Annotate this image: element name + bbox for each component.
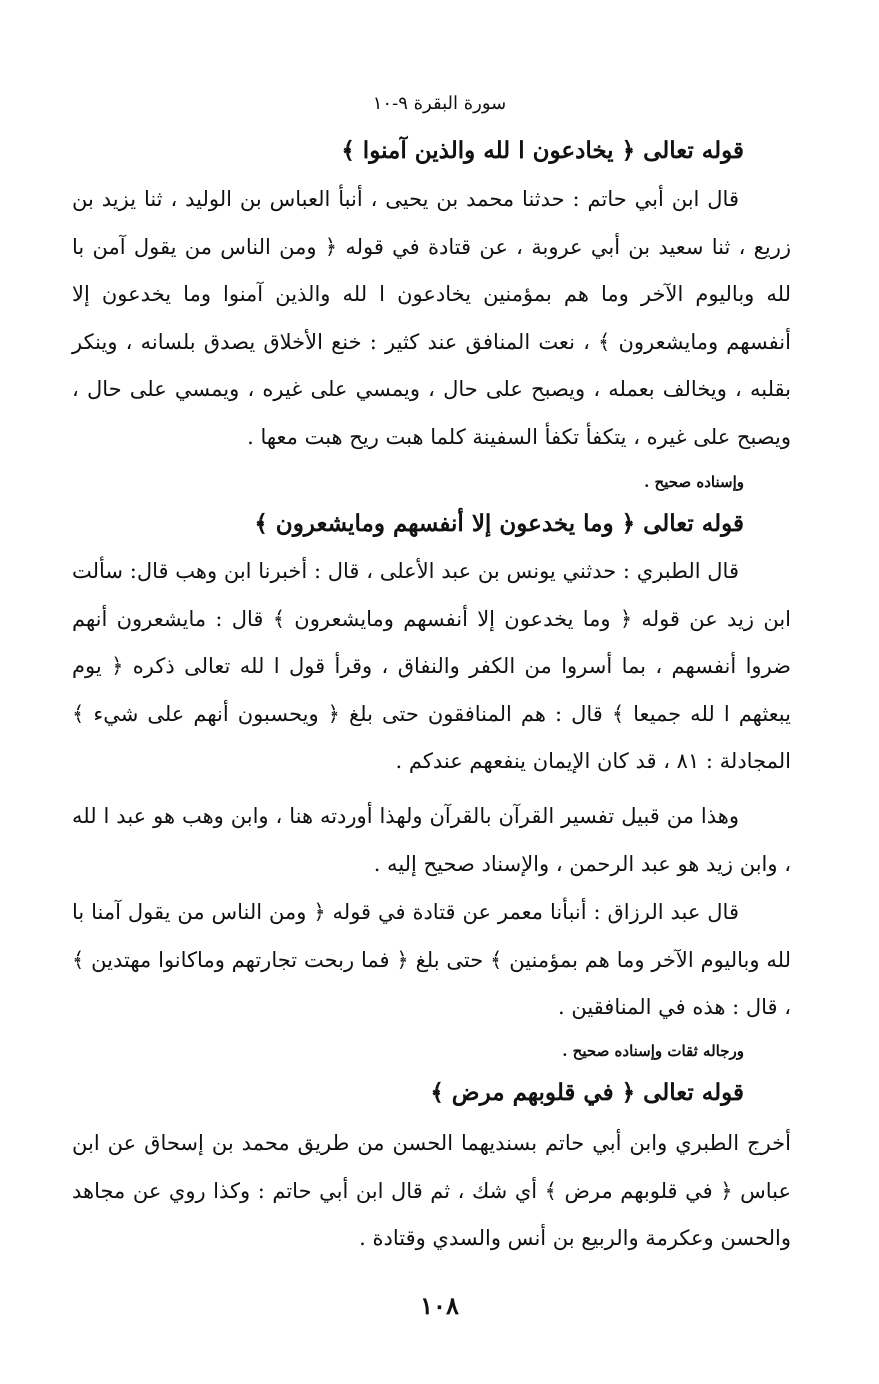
section-heading-1: قوله تعالى ﴿ يخادعون ا لله والذين آمنوا ﴾ — [341, 137, 744, 164]
isnad-note-1: وإسناده صحيح . — [644, 473, 744, 491]
paragraph-2-3: قال عبد الرزاق : أنبأنا معمر عن قتادة في قوله ﴿ ومن الناس من يقول آمنا با لله وباليوم الآخر وما هم بمؤمنين ﴾ حتى بلغ ﴿ فما ربحت تجارتهم وماكانوا مهتدين ﴾ ، قال : هذه في المنافقين . — [72, 900, 791, 1019]
paragraph-2-2: وهذا من قبيل تفسير القرآن بالقرآن ولهذا أوردته هنا ، وابن وهب هو عبد ا لله ، وابن زيد هو عبد الرحمن ، والإسناد صحيح إليه . — [72, 804, 791, 876]
section-heading-3: قوله تعالى ﴿ في قلوبهم مرض ﴾ — [430, 1079, 744, 1106]
paragraph-3-1: أخرج الطبري وابن أبي حاتم بسنديهما الحسن من طريق محمد بن إسحاق عن ابن عباس ﴿ في قلوبهم مرض ﴾ أي شك ، ثم قال ابن أبي حاتم : وكذا روي عن مجاهد والحسن وعكرمة والربيع بن أنس والسدي وقتادة . — [72, 1131, 791, 1250]
isnad-note-2: ورجاله ثقات وإسناده صحيح . — [562, 1042, 744, 1060]
page-number: ١٠٨ — [420, 1291, 459, 1320]
paragraph-2-1: قال الطبري : حدثني يونس بن عبد الأعلى ، قال : أخبرنا ابن وهب قال: سألت ابن زيد عن قوله ﴿ وما يخدعون إلا أنفسهم ومايشعرون ﴾ قال : مايشعرون أنهم ضروا أنفسهم ، بما أسروا من الكفر والنفاق ، وقرأ قول ا لله تعالى ذكره ﴿ يوم يبعثهم ا لله جميعا ﴾ قال : هم المنافقون حتى بلغ ﴿ ويحسبون أنهم على شيء ﴾ المجادلة : ٨١ ، قد كان الإيمان ينفعهم عندكم . — [72, 559, 791, 773]
running-head: سورة البقرة ٩-١٠ — [372, 93, 507, 114]
section-heading-2: قوله تعالى ﴿ وما يخدعون إلا أنفسهم ومايشعرون ﴾ — [254, 510, 744, 537]
paragraph-1-1: قال ابن أبي حاتم : حدثنا محمد بن يحيى ، أنبأ العباس بن الوليد ، ثنا يزيد بن زريع ، ثنا سعيد بن أبي عروبة ، عن قتادة في قوله ﴿ ومن الناس من يقول آمن با لله وباليوم الآخر وما هم بمؤمنين يخادعون ا لله والذين آمنوا وما يخدعون إلا أنفسهم ومايشعرون ﴾ ، نعت المنافق عند كثير : خنع الأخلاق يصدق بلسانه ، وينكر بقلبه ، ويخالف بعمله ، ويصبح على حال ، ويمسي على غيره ، ويمسي على حال ، ويصبح على غيره ، يتكفأ تكفأ السفينة كلما هبت ريح هبت معها . — [72, 187, 791, 449]
